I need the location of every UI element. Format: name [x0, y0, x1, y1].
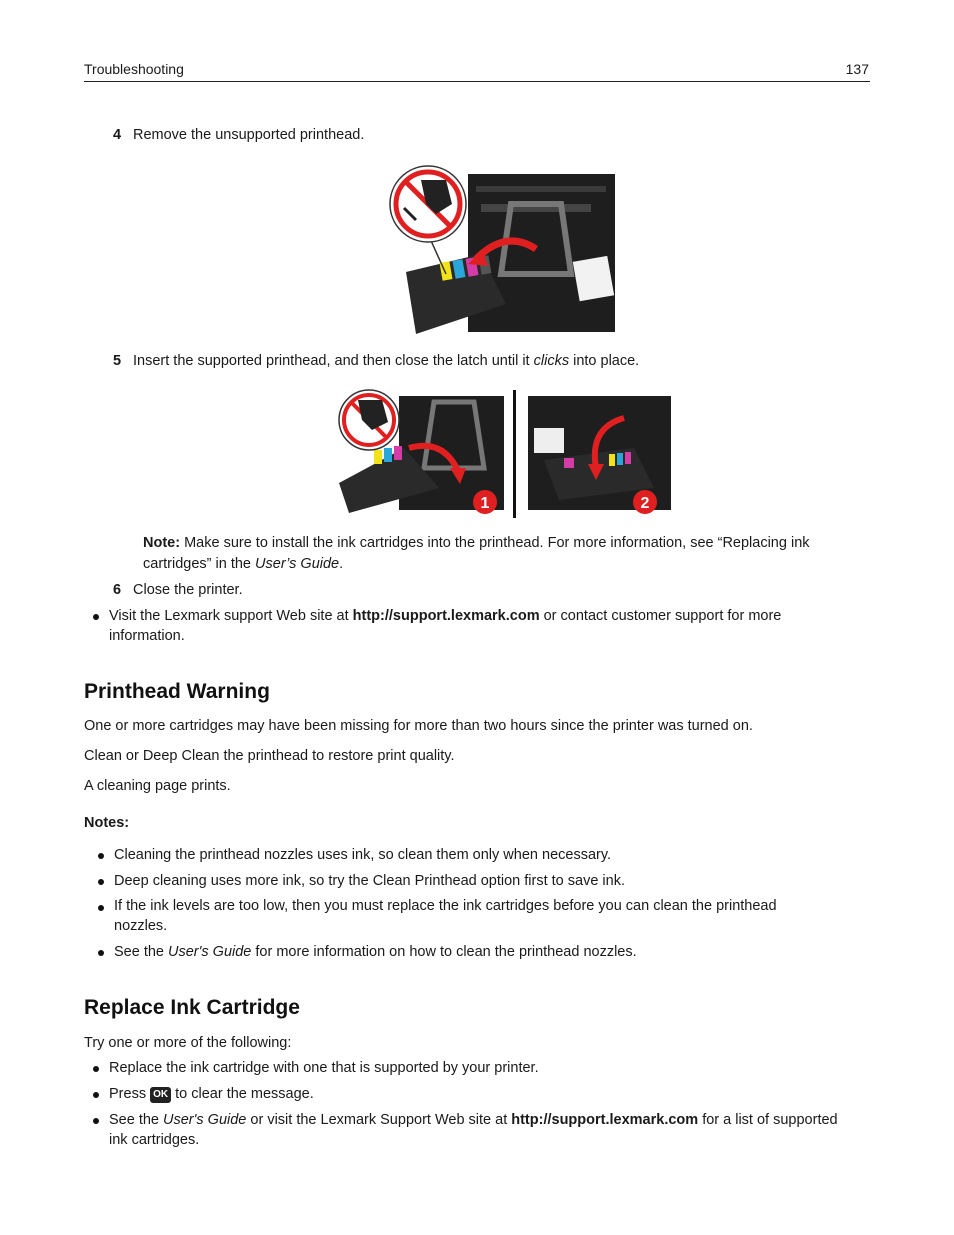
visit-support-line-2: information.: [109, 628, 185, 644]
note-line-2: [143, 556, 343, 572]
bullet-icon: [98, 848, 108, 858]
notes-label: Notes:: [84, 815, 130, 831]
step-4: [113, 127, 364, 143]
visit-text: Visit the Lexmark support Web site at: [109, 608, 353, 624]
bullet-icon: [98, 900, 108, 910]
replace-ink-heading: Replace Ink Cartridge: [84, 996, 300, 1019]
note-item-4: [114, 944, 637, 960]
step-5: [113, 353, 639, 369]
note-item-2: Deep cleaning uses more ink, so try the Clean Printhead option first to save ink.: [114, 873, 625, 889]
bullet-icon: [98, 874, 108, 884]
see-text-mid: or visit the Lexmark Support Web site at: [246, 1112, 512, 1128]
note-text-end: for more information on how to clean the printhead nozzles.: [251, 944, 637, 960]
printhead-warning-heading: Printhead Warning: [84, 680, 270, 703]
replace-item-2: [109, 1086, 314, 1103]
replace-item-3-line-2: ink cartridges.: [109, 1132, 200, 1148]
bullet-icon: [98, 945, 108, 955]
note-text: See the: [114, 944, 169, 960]
printhead-warning-p3: A cleaning page prints.: [84, 778, 231, 794]
note-line-1: [143, 535, 810, 551]
step-text-end: into place.: [569, 353, 640, 369]
bullet-icon: [93, 609, 103, 619]
press-text-end: to clear the message.: [171, 1086, 314, 1102]
bullet-icon: [93, 1087, 103, 1097]
note-text-cont: cartridges” in the: [143, 556, 256, 572]
support-link[interactable]: http://support.lexmark.com: [511, 1112, 699, 1128]
users-guide-ref: User's Guide: [168, 944, 252, 960]
visit-support-line-1: [109, 608, 781, 624]
support-link[interactable]: http://support.lexmark.com: [352, 608, 540, 624]
callout-1-label: 1: [480, 495, 490, 512]
users-guide-ref: User’s Guide: [255, 556, 340, 572]
users-guide-ref: User's Guide: [163, 1112, 247, 1128]
callout-2-label: 2: [640, 495, 650, 512]
printhead-warning-p1: One or more cartridges may have been missing for more than two hours since the printer was turned on.: [84, 718, 753, 734]
running-header-section: Troubleshooting: [84, 61, 184, 77]
note-item-3-line-2: nozzles.: [114, 918, 168, 934]
step-number: 5: [113, 353, 122, 369]
page-number: 137: [845, 61, 869, 77]
replace-item-3-line-1: [109, 1112, 838, 1128]
note-text-end: .: [339, 556, 344, 572]
replace-item-1: Replace the ink cartridge with one that is supported by your printer.: [109, 1060, 539, 1076]
step-text: Insert the supported printhead, and then close the latch until it: [133, 353, 534, 369]
see-text: See the: [109, 1112, 164, 1128]
replace-ink-intro: Try one or more of the following:: [84, 1035, 292, 1051]
remove-printhead-illustration: [386, 164, 618, 336]
step-text: Close the printer.: [133, 582, 243, 598]
step-number: 4: [113, 127, 122, 143]
step-number: 6: [113, 582, 122, 598]
figure-divider: [513, 390, 516, 518]
insert-printhead-illustration: [334, 388, 674, 520]
header-divider: [84, 81, 870, 82]
step-6: [113, 582, 243, 598]
note-label: Note:: [143, 535, 181, 551]
step-text-emphasis: clicks: [533, 353, 570, 369]
visit-text-end: or contact customer support for more: [539, 608, 782, 624]
see-text-end: for a list of supported: [698, 1112, 838, 1128]
ok-button-icon: OK: [150, 1087, 171, 1103]
press-text: Press: [109, 1086, 151, 1102]
printhead-warning-p2: Clean or Deep Clean the printhead to restore print quality.: [84, 748, 455, 764]
bullet-icon: [93, 1113, 103, 1123]
note-item-3-line-1: If the ink levels are too low, then you must replace the ink cartridges before you can clean the printhead: [114, 898, 777, 914]
note-text: Make sure to install the ink cartridges into the printhead. For more information, see “Replacing ink: [180, 535, 810, 551]
bullet-icon: [93, 1061, 103, 1071]
note-item-1: Cleaning the printhead nozzles uses ink, so clean them only when necessary.: [114, 847, 612, 863]
step-text: Remove the unsupported printhead.: [133, 127, 365, 143]
